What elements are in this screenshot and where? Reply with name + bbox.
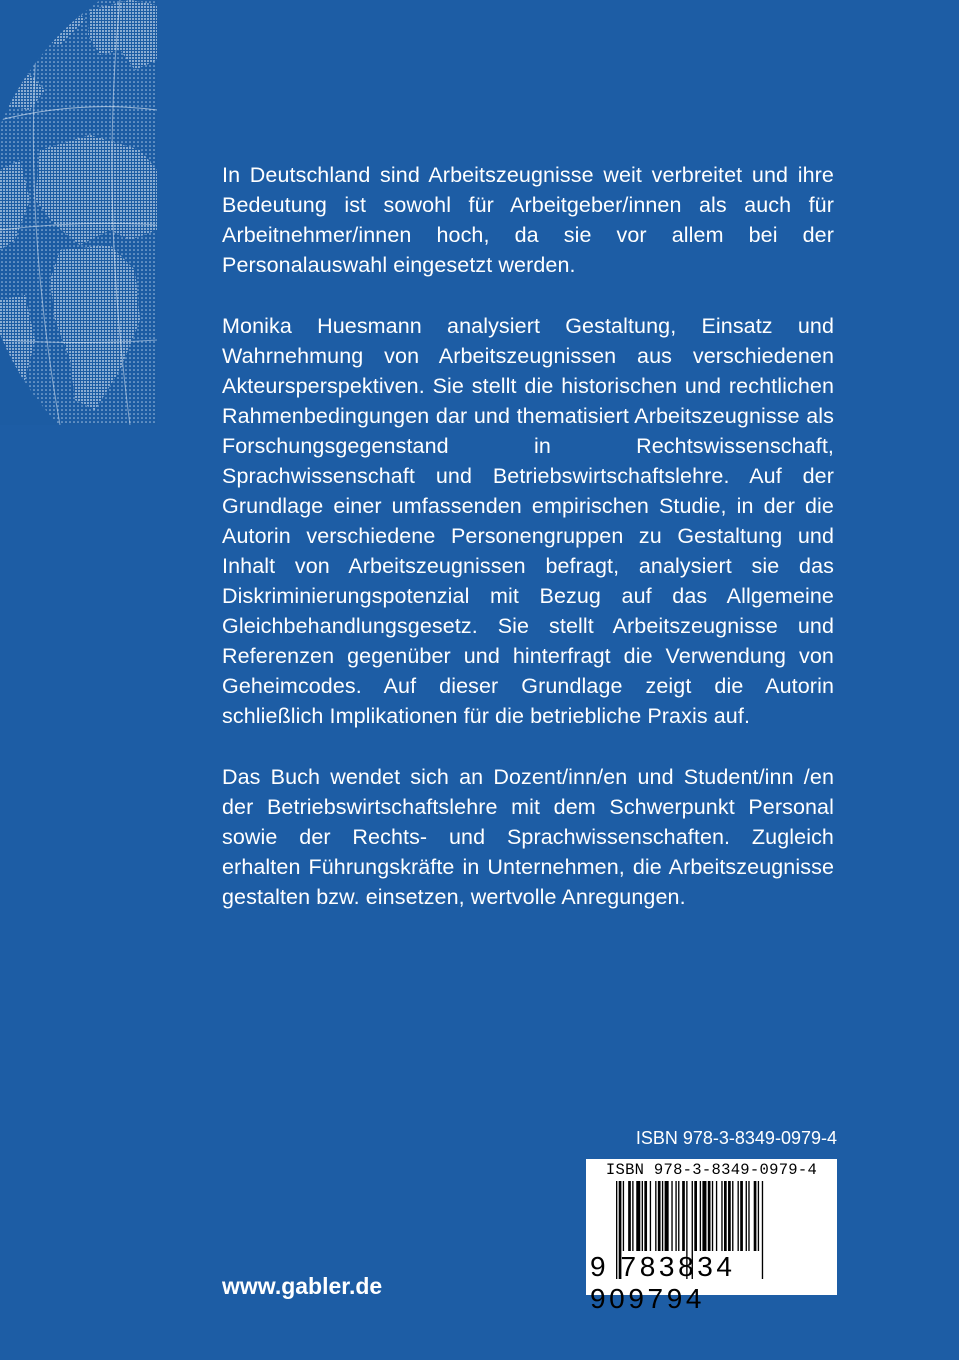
barcode-bar [655, 1181, 656, 1251]
barcode-bar [682, 1181, 685, 1251]
isbn-label: ISBN 978-3-8349-0979-4 [635, 1128, 837, 1148]
barcode-bar [700, 1181, 701, 1251]
barcode-bar [636, 1181, 640, 1251]
barcode-bar [675, 1181, 676, 1251]
barcode-bar [748, 1181, 749, 1251]
barcode-bar [658, 1181, 661, 1251]
barcode-bar [662, 1181, 663, 1251]
barcode-bar [732, 1181, 733, 1251]
paragraph-summary: Monika Huesmann analysiert Gestaltung, Einsatz und Wahrnehmung von Arbeitszeugnissen aus verschiedenen Akteursperspektiven. Sie stellt die historischen und rechtlichen Rahmenbedingungen dar und thematisiert Arbeitszeugnisse als Forschungsgegenstand in Rechtswissenschaft, Sprachwissenschaft und Betriebswirtschaftslehre. Auf der Grundlage einer umfassenden empirischen Studie, in der die Autorin verschiedene Personengruppen zu Gestaltung und Inhalt von Arbeitszeugnissen befragt, analysiert sie das Diskriminierungspotenzial mit Bezug auf das Allgemeine Gleichbehandlungsgesetz. Sie stellt Arbeitszeugnisse und Referenzen gegenüber und hinterfragt die Verwendung von Geheimcodes. Auf dieser Grundlage zeigt die Autorin schließlich Implikationen für die betriebliche Praxis auf. [222, 314, 834, 728]
barcode-bar [716, 1181, 717, 1251]
barcode-bar [642, 1181, 643, 1251]
barcode-bar [738, 1181, 739, 1251]
barcode-bar [623, 1181, 624, 1251]
barcode-bar [708, 1181, 711, 1251]
paragraph-audience: Das Buch wendet sich an Dozent/inn/en und Student/inn /en der Betriebswirtschaftslehre mit dem Schwerpunkt Personal sowie der Rechts- und Sprachwissenschaften. Zugleich erhalten Führungskräfte in Unternehmen, die Arbeitszeugnisse gestalten bzw. einsetzen, wertvolle Anregungen. [222, 765, 834, 909]
paragraph-intro: In Deutschland sind Arbeitszeugnisse weit verbreitet und ihre Bedeutung ist sowohl für Arbeitgeber/innen als auch für Arbeitnehmer/innen hoch, da sie vor allem bei der Personalauswahl eingesetzt werden. [222, 163, 834, 277]
barcode-digits: 9 783834 909794 [590, 1251, 736, 1314]
barcode-bar [702, 1181, 706, 1251]
description-text [222, 160, 834, 943]
barcode-bar [644, 1181, 647, 1251]
barcode-bar [728, 1181, 731, 1251]
barcode-isbn-text: ISBN 978-3-8349-0979-4 [605, 1161, 818, 1179]
barcode-bar [721, 1181, 722, 1251]
barcode-bar [671, 1181, 672, 1251]
barcode-bar [632, 1181, 633, 1251]
barcode-bar [740, 1181, 743, 1251]
barcode-bar [712, 1181, 713, 1251]
barcode-bar [628, 1181, 631, 1251]
publisher-website: www.gabler.de [222, 1273, 383, 1299]
barcode-bar [665, 1181, 669, 1251]
barcode-bar [758, 1181, 759, 1251]
barcode-bar [678, 1181, 679, 1251]
globe-image [0, 0, 157, 425]
barcode [586, 1159, 837, 1314]
barcode-bar [724, 1181, 727, 1251]
barcode-bar [694, 1181, 697, 1251]
barcode-bar [754, 1181, 757, 1251]
barcode-bar [650, 1181, 651, 1251]
barcode-bar [746, 1181, 747, 1251]
